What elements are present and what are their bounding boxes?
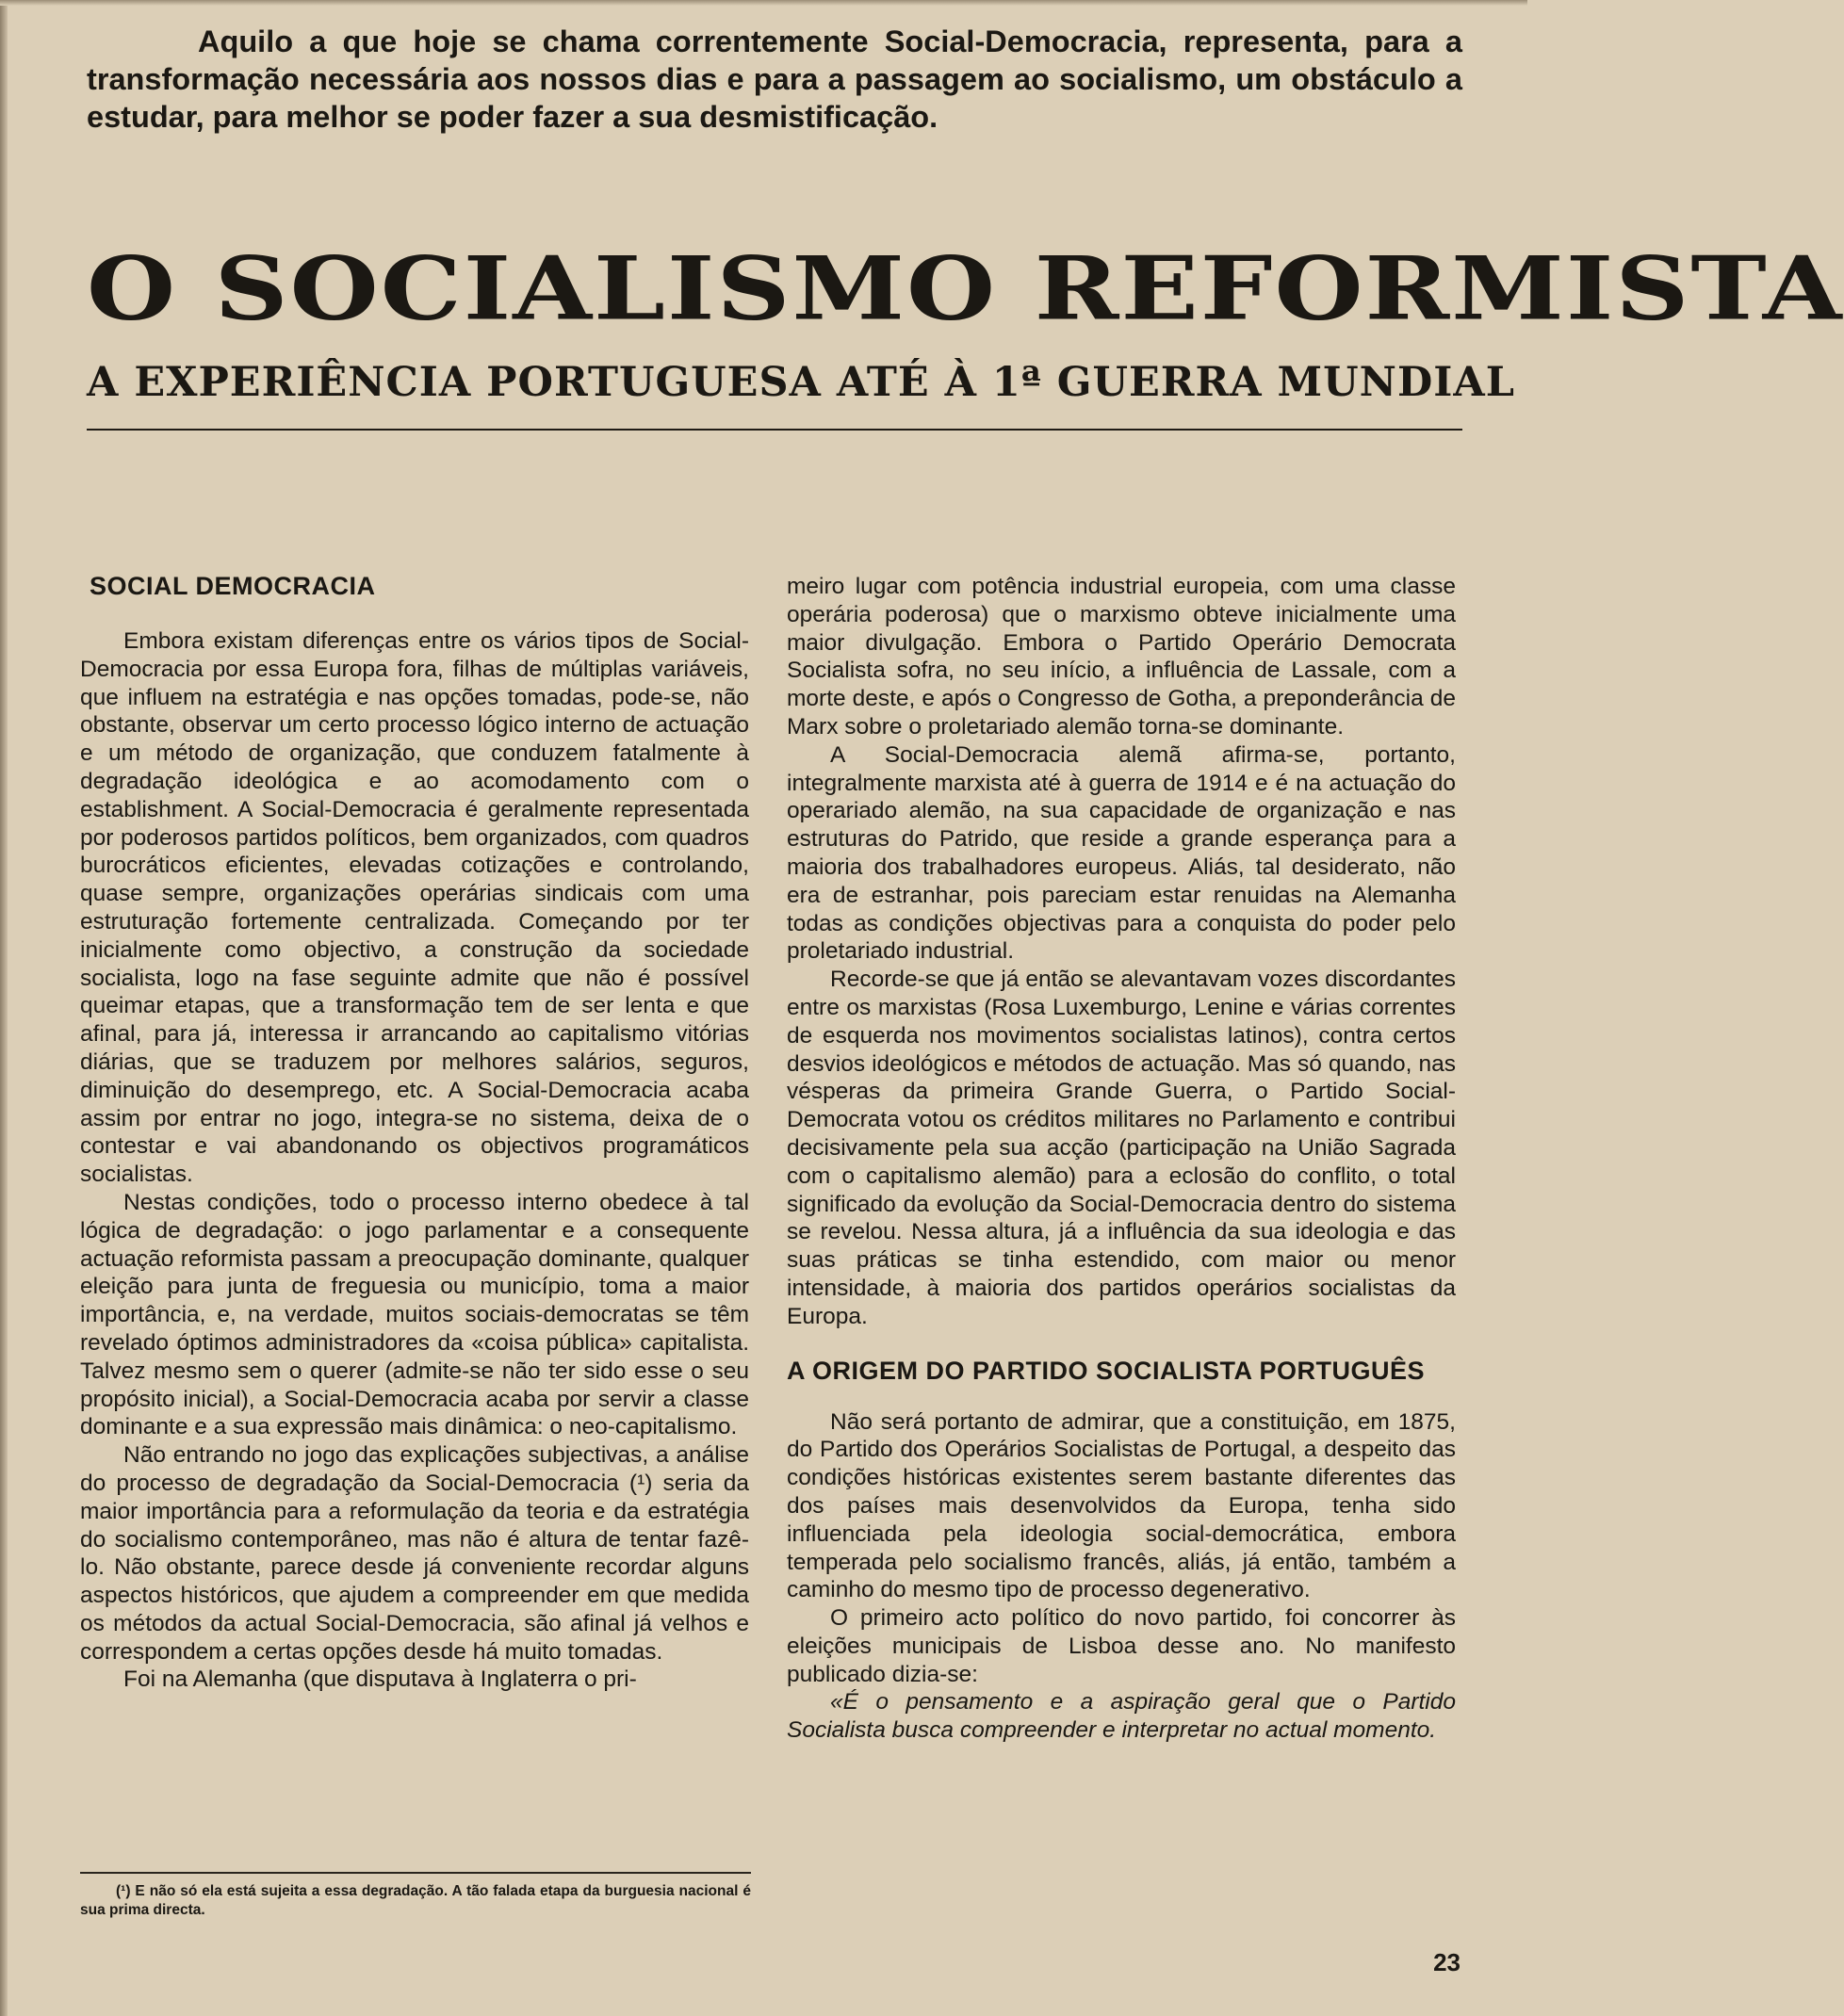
page-edge: [0, 0, 8, 2016]
page-top-edge: [0, 0, 1527, 6]
body-paragraph: Não será portanto de admirar, que a constituição, em 1875, do Partido dos Operários Socialistas de Portugal, a despeito das condições históricas existentes serem bastante diferentes das dos países mais desenvolvidos da Europa, tenha sido influenciada pela ideologia social-democrática, embora temperada pelo socialismo francês, aliás, já então, também a caminho do mesmo tipo de processo degenerativo.: [787, 1408, 1456, 1603]
article-title: O SOCIALISMO REFORMISTA: [87, 237, 1844, 340]
body-paragraph: O primeiro acto político do novo partido, foi concorrer às eleições municipais de Lisboa desse ano. No manifesto publicado dizia-se:: [787, 1605, 1456, 1687]
section-heading-origem: A ORIGEM DO PARTIDO SOCIALISTA PORTUGUÊS: [787, 1356, 1426, 1385]
intro-paragraph: Aquilo a que hoje se chama correntemente Social-Democracia, representa, para a transformação necessária aos nossos dias e para a passagem ao socialismo, um obstáculo a estudar, para melhor se poder fazer a sua desmistificação.: [87, 24, 1462, 134]
body-paragraph: Foi na Alemanha (que disputava à Inglaterra o pri-: [123, 1666, 637, 1693]
article-subtitle: A EXPERIÊNCIA PORTUGUESA ATÉ À 1ª GUERRA MUNDIAL: [87, 359, 1515, 406]
body-paragraph: Nestas condições, todo o processo interno obedece à tal lógica de degradação: o jogo parlamentar e a consequente actuação reformista passam a preocupação dominante, qualquer eleição para junta de freguesia ou município, toma a maior importância, e, na verdade, muitos sociais-democratas se têm revelado óptimos administradores da «coisa pública» capitalista. Talvez mesmo sem o querer (admite-se não ter sido esse o seu propósito inicial), a Social-Democracia acaba por servir a classe dominante e a sua expressão mais dinâmica: o neo-capitalismo.: [80, 1189, 749, 1440]
left-column: [80, 569, 749, 1694]
body-paragraph: Embora existam diferenças entre os vários tipos de Social-Democracia por essa Europa fora, filhas de múltiplas variáveis, que influem na estratégia e nas opções tomadas, pode-se, não obstante, observar um certo processo lógico interno de actuação e um método de organização, que conduzem fatalmente à degradação ideológica e ao acomodamento com o establishment. A Social-Democracia é geralmente representada por poderosos partidos políticos, bem organizados, com quadros burocráticos eficientes, elevadas cotizações e controlando, quase sempre, organizações operárias sindicais com uma estruturação fortemente centralizada. Começando por ter inicialmente como objectivo, a construção da sociedade socialista, logo na fase seguinte admite que não é possível queimar etapas, que a transformação tem de ser lenta e que afinal, para já, interessa ir arrancando ao capitalismo vitórias diárias, que se traduzem por melhores salários, seguros, diminuição do desemprego, etc. A Social-Democracia acaba assim por entrar no jogo, integra-se no sistema, deixa de o contestar e vai abandonando os objectivos programáticos socialistas.: [80, 628, 749, 1188]
footnote: (¹) E não só ela está sujeita a essa degradação. A tão falada etapa da burguesia nacional é sua prima directa.: [80, 1883, 751, 1918]
title-rule: [87, 429, 1462, 431]
page-number: 23: [1433, 1948, 1461, 1976]
right-column: [787, 573, 1456, 1745]
body-paragraph-continued: meiro lugar com potência industrial europeia, com uma classe operária poderosa) que o marxismo obteve inicialmente uma maior divulgação. Embora o Partido Operário Democrata Socialista sofra, no seu início, a influência de Lassale, com a morte deste, e após o Congresso de Gotha, a preponderância de Marx sobre o proletariado alemão torna-se dominante.: [787, 574, 1456, 740]
body-paragraph: Não entrando no jogo das explicações subjectivas, a análise do processo de degradação da Social-Democracia (¹) seria da maior importância para a reformulação da teoria e da estratégia do socialismo contemporâneo, mas não é altura de tentar fazê-lo. Não obstante, parece desde já conveniente recordar alguns aspectos históricos, que ajudem a compreender em que medida os métodos da actual Social-Democracia, são afinal já velhos e correspondem a certas opções desde há muito tomadas.: [80, 1442, 749, 1665]
manifesto-quote: «É o pensamento e a aspiração geral que o Partido Socialista busca compreender e interpretar no actual momento.: [787, 1689, 1456, 1744]
body-paragraph: A Social-Democracia alemã afirma-se, portanto, integralmente marxista até à guerra de 1914 e é na actuação do operariado alemão, na sua capacidade de organização e nas estruturas do Patrido, que reside a grande esperança para a maioria dos trabalhadores europeus. Aliás, tal desiderato, não era de estranhar, pois pareciam estar renuidas na Alemanha todas as condições objectivas para a conquista do poder pelo proletariado industrial.: [787, 741, 1456, 965]
footnote-rule: [80, 1872, 751, 1874]
body-paragraph: Recorde-se que já então se alevantavam vozes discordantes entre os marxistas (Rosa Luxemburgo, Lenine e várias correntes de esquerda nos movimentos socialistas latinos), contra certos desvios ideológicos e métodos de actuação. Mas só quando, nas vésperas da primeira Grande Guerra, o Partido Social-Democrata votou os créditos militares no Parlamento e contribui decisivamente pela sua acção (participação na União Sagrada com o capitalismo alemão) para a eclosão do conflito, o total significado da evolução da Social-Democracia dentro do sistema se revelou. Nessa altura, já a influência da sua ideologia e das suas práticas se tinha estendido, com maior ou menor intensidade, à maioria dos partidos operários socialistas da Europa.: [787, 967, 1456, 1329]
section-heading-social-democracia: SOCIAL DEMOCRACIA: [90, 572, 376, 600]
